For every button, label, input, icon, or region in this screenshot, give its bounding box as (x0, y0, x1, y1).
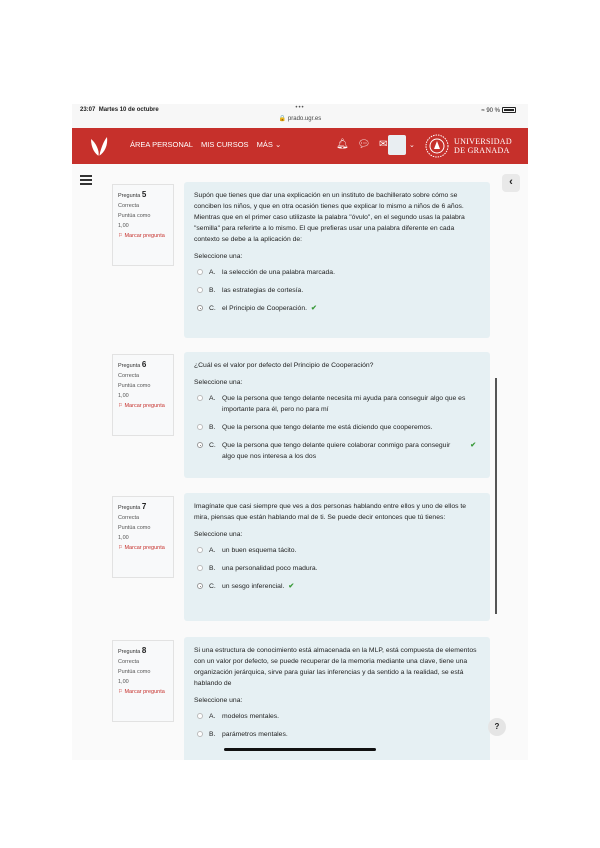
question-text: Si una estructura de conocimiento está almacenada en la MLP, está compuesta de elementos con un valor por defecto, se puede recuperar de la memoria mediante una clave, tiene una organización jerárquica, sirve para guiar las inferencias y da sentido a la realidad, se está hablando de (194, 647, 477, 687)
status-right (481, 107, 516, 114)
question-number: Pregunta 5 (118, 190, 147, 199)
answer-option[interactable]: A. la selección de una palabra marcada. (194, 267, 480, 278)
wifi-icon: ≈ (481, 108, 485, 114)
flag-question-link[interactable]: ⚐ Marcar pregunta (118, 233, 165, 239)
question-text: ¿Cuál es el valor por defecto del Principio de Cooperación? (194, 362, 374, 369)
question-content (184, 352, 490, 478)
answer-option[interactable]: C. Que la persona que tengo delante quiere colaborar conmigo para conseguir algo que nos interesa a los dos ✔ (194, 440, 480, 462)
flag-icon: ⚐ (118, 545, 123, 551)
radio-button[interactable] (197, 731, 203, 737)
university-seal-icon (424, 133, 450, 159)
menu-mas[interactable]: MÁS ⌄ (256, 140, 282, 149)
battery-text: 90 % (486, 108, 500, 114)
question-info (112, 640, 174, 722)
question-content (184, 493, 490, 621)
address-bar[interactable]: 🔒 prado.ugr.es (278, 116, 322, 122)
battery-icon (502, 107, 516, 113)
radio-button[interactable] (197, 565, 203, 571)
main-menu (130, 140, 287, 149)
answer-option[interactable]: B. las estrategias de cortesía. (194, 285, 480, 296)
answer-option[interactable]: A. Que la persona que tengo delante necesita mi ayuda para conseguir algo que es importante para él, pero no para mí (194, 393, 480, 415)
chevron-down-icon[interactable]: ⌄ (409, 142, 415, 149)
chevron-left-icon[interactable]: ‹ (502, 174, 520, 192)
question-content (184, 182, 490, 338)
check-icon: ✔ (311, 305, 317, 312)
radio-button-selected[interactable] (197, 442, 203, 448)
question-info (112, 184, 174, 266)
question-text: Imagínate que casi siempre que ves a dos personas hablando entre ellos y uno de ellos te mira, piensas que están hablando mal de ti. Se puede decir entonces que tú tienes: (194, 503, 467, 521)
radio-button[interactable] (197, 424, 203, 430)
flag-icon: ⚐ (118, 689, 123, 695)
bell-icon[interactable]: 🔔︎ (336, 139, 349, 150)
status-bar (72, 104, 528, 128)
question-number: Pregunta 7 (118, 502, 147, 511)
question-status: Correcta (118, 203, 140, 209)
radio-button[interactable] (197, 713, 203, 719)
flag-icon: ⚐ (118, 233, 123, 239)
select-prompt: Seleccione una: (194, 697, 243, 704)
question-score-label: Puntúa como (118, 383, 151, 389)
device-screen (72, 104, 528, 760)
drawer-toggle-icon[interactable] (80, 175, 92, 185)
question-number: Pregunta 6 (118, 360, 147, 369)
radio-button[interactable] (197, 269, 203, 275)
question-score: 1,00 (118, 679, 129, 685)
question-status: Correcta (118, 515, 140, 521)
answer-option[interactable]: A. un buen esquema tácito. (194, 545, 480, 556)
answer-option[interactable]: A. modelos mentales. (194, 711, 480, 722)
home-indicator[interactable] (224, 748, 376, 751)
question-info (112, 496, 174, 578)
help-button[interactable]: ? (488, 718, 506, 736)
flag-question-link[interactable]: ⚐ Marcar pregunta (118, 545, 165, 551)
radio-button-selected[interactable] (197, 583, 203, 589)
question-score-label: Puntúa como (118, 213, 151, 219)
question-text: Supón que tienes que dar una explicación en un instituto de bachillerato sobre cómo se conciben los niños, y que en otra ocasión tienes que explicar lo mismo a niños de 6 años. Mientras que en el primer caso utilizaste la palabra "óvulo", en el segundo usas la palabra "semilla" para referirte a lo mismo. El que prefieras usar una palabra diferente en cada contexto se debe a la aplicación de: (194, 192, 465, 243)
radio-button[interactable] (197, 287, 203, 293)
menu-area-personal[interactable]: ÁREA PERSONAL (130, 140, 193, 149)
tab-dots[interactable]: ••• (295, 105, 305, 111)
flag-icon: ⚐ (118, 403, 123, 409)
site-logo-icon[interactable] (88, 134, 110, 158)
top-navbar (72, 128, 528, 164)
answer-option[interactable]: C. el Principio de Cooperación. ✔ (194, 303, 480, 314)
answer-option[interactable]: B. Que la persona que tengo delante me está diciendo que cooperemos. (194, 422, 480, 433)
flag-question-link[interactable]: ⚐ Marcar pregunta (118, 689, 165, 695)
question-score: 1,00 (118, 223, 129, 229)
avatar[interactable] (388, 135, 406, 155)
answer-option[interactable]: C. un sesgo inferencial. ✔ (194, 581, 480, 592)
select-prompt: Seleccione una: (194, 379, 243, 386)
radio-button[interactable] (197, 547, 203, 553)
select-prompt: Seleccione una: (194, 531, 243, 538)
nav-icons (336, 139, 393, 150)
flag-question-link[interactable]: ⚐ Marcar pregunta (118, 403, 165, 409)
status-time: 23:07 Martes 10 de octubre (80, 107, 159, 113)
question-score: 1,00 (118, 393, 129, 399)
answer-option[interactable]: B. parámetros mentales. (194, 729, 480, 740)
question-score-label: Puntúa como (118, 525, 151, 531)
check-icon: ✔ (470, 442, 476, 449)
question-status: Correcta (118, 659, 140, 665)
question-status: Correcta (118, 373, 140, 379)
check-icon: ✔ (288, 583, 295, 590)
menu-mis-cursos[interactable]: MIS CURSOS (201, 140, 249, 149)
chat-icon[interactable]: 💬︎ (357, 139, 371, 150)
question-score: 1,00 (118, 535, 129, 541)
university-name: UNIVERSIDAD DE GRANADA (454, 137, 512, 155)
question-content (184, 637, 490, 760)
mail-icon[interactable]: ✉ (378, 139, 388, 150)
scrollbar[interactable] (495, 378, 497, 614)
radio-button-selected[interactable] (197, 305, 203, 311)
select-prompt: Seleccione una: (194, 253, 243, 260)
question-info (112, 354, 174, 436)
answer-option[interactable]: B. una personalidad poco madura. (194, 563, 480, 574)
question-score-label: Puntúa como (118, 669, 151, 675)
question-number: Pregunta 8 (118, 646, 147, 655)
radio-button[interactable] (197, 395, 203, 401)
